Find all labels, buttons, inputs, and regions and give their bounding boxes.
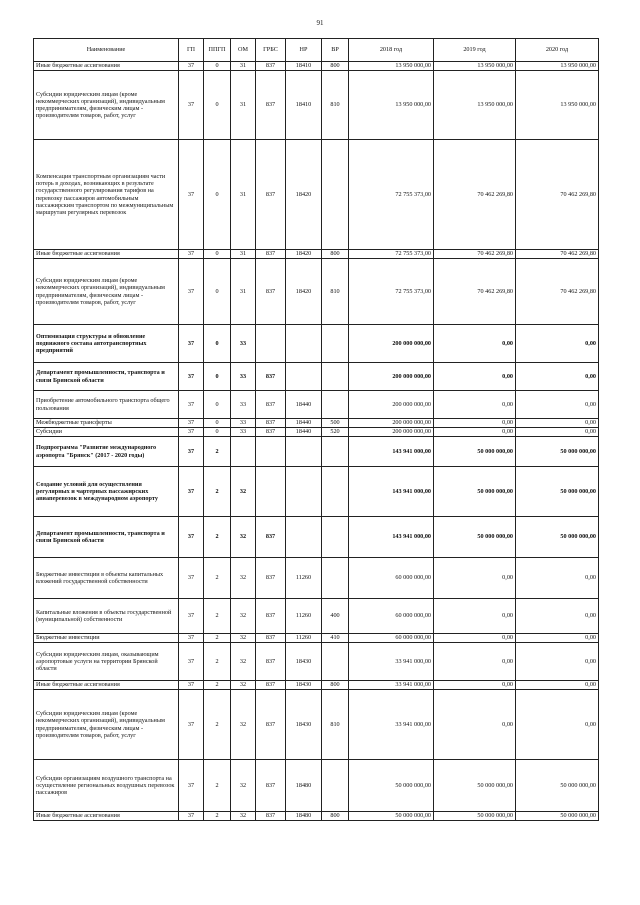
table-cell: 0,00 <box>434 690 516 760</box>
table-cell: 37 <box>179 391 204 419</box>
table-cell: 72 755 373,00 <box>349 140 434 250</box>
table-cell: Субсидии организациям воздушного транспорта на осуществление региональных воздушных перевозок пассажиров <box>34 760 179 812</box>
table-cell: 18430 <box>286 681 322 690</box>
table-row <box>34 467 599 517</box>
table-cell: 32 <box>231 467 256 517</box>
table-cell: 500 <box>322 419 349 428</box>
table-cell: 837 <box>256 62 286 71</box>
table-cell <box>322 517 349 558</box>
table-cell: 520 <box>322 428 349 437</box>
table-cell: 31 <box>231 71 256 140</box>
table-cell: 13 950 000,00 <box>349 71 434 140</box>
table-cell: 37 <box>179 558 204 599</box>
table-row <box>34 62 599 71</box>
table-cell: 70 462 269,80 <box>516 140 599 250</box>
column-header: 2019 год <box>434 39 516 62</box>
table-cell <box>322 643 349 681</box>
table-cell: 50 000 000,00 <box>516 437 599 467</box>
table-cell: Межбюджетные трансферты <box>34 419 179 428</box>
table-cell: 2 <box>204 437 231 467</box>
table-cell: 0 <box>204 325 231 363</box>
table-cell: 2 <box>204 467 231 517</box>
table-cell: 837 <box>256 643 286 681</box>
table-cell: 410 <box>322 634 349 643</box>
table-cell: 13 950 000,00 <box>516 71 599 140</box>
table-cell: Департамент промышленности, транспорта и связи Брянской области <box>34 363 179 391</box>
table-cell: 837 <box>256 812 286 821</box>
table-cell: 13 950 000,00 <box>434 62 516 71</box>
table-cell: 2 <box>204 517 231 558</box>
table-cell: 143 941 000,00 <box>349 517 434 558</box>
table-cell: 0 <box>204 363 231 391</box>
table-cell: 37 <box>179 643 204 681</box>
table-cell: 0,00 <box>516 599 599 634</box>
table-row <box>34 634 599 643</box>
table-cell <box>256 325 286 363</box>
table-cell <box>322 437 349 467</box>
table-cell: 0,00 <box>434 599 516 634</box>
table-row <box>34 760 599 812</box>
table-cell: 0,00 <box>516 690 599 760</box>
table-cell: 33 <box>231 428 256 437</box>
table-cell: 18420 <box>286 259 322 325</box>
table-cell: Субсидии юридическим лицам (кроме некоммерческих организаций), индивидуальным предпринимателям, физическим лицам - производителям товаров, работ, услуг <box>34 71 179 140</box>
table-cell: 837 <box>256 517 286 558</box>
table-cell: 837 <box>256 681 286 690</box>
table-cell: 837 <box>256 71 286 140</box>
table-cell: 13 950 000,00 <box>349 62 434 71</box>
table-cell: 0,00 <box>516 558 599 599</box>
table-cell: 37 <box>179 140 204 250</box>
table-cell: 37 <box>179 634 204 643</box>
table-cell: 18440 <box>286 428 322 437</box>
table-cell: 37 <box>179 428 204 437</box>
table-cell: 0,00 <box>434 558 516 599</box>
table-cell: 800 <box>322 812 349 821</box>
table-cell: 32 <box>231 760 256 812</box>
table-cell: 0,00 <box>434 634 516 643</box>
table-cell: 0,00 <box>434 363 516 391</box>
column-header: ГРБС <box>256 39 286 62</box>
table-cell <box>286 363 322 391</box>
table-cell: 32 <box>231 634 256 643</box>
table-cell <box>286 437 322 467</box>
column-header: 2020 год <box>516 39 599 62</box>
table-cell <box>231 437 256 467</box>
table-cell: Иные бюджетные ассигнования <box>34 250 179 259</box>
table-cell: Субсидии юридическим лицам (кроме некоммерческих организаций), индивидуальным предпринимателям, физическим лицам - производителям товаров, работ, услуг <box>34 259 179 325</box>
table-cell: 200 000 000,00 <box>349 325 434 363</box>
table-cell: 0,00 <box>516 643 599 681</box>
table-cell: 37 <box>179 812 204 821</box>
table-cell: 70 462 269,80 <box>434 259 516 325</box>
table-cell: 72 755 373,00 <box>349 250 434 259</box>
table-cell <box>286 325 322 363</box>
table-cell: 60 000 000,00 <box>349 558 434 599</box>
table-cell: 0 <box>204 419 231 428</box>
table-cell: Капитальные вложения в объекты государственной (муниципальной) собственности <box>34 599 179 634</box>
table-cell: 0 <box>204 391 231 419</box>
table-cell: 37 <box>179 363 204 391</box>
column-header: 2018 год <box>349 39 434 62</box>
table-cell: 70 462 269,80 <box>516 259 599 325</box>
table-cell: 837 <box>256 419 286 428</box>
table-cell: 18480 <box>286 812 322 821</box>
table-cell: 50 000 000,00 <box>434 517 516 558</box>
table-cell: Оптимизация структуры и обновление подвижного состава автотранспортных предприятий <box>34 325 179 363</box>
table-cell: 50 000 000,00 <box>434 467 516 517</box>
table-cell: 837 <box>256 391 286 419</box>
table-cell: 2 <box>204 634 231 643</box>
table-cell: 810 <box>322 690 349 760</box>
table-cell: 13 950 000,00 <box>516 62 599 71</box>
column-header: ВР <box>322 39 349 62</box>
table-cell: 37 <box>179 681 204 690</box>
table-cell: 0,00 <box>434 391 516 419</box>
table-cell: 0,00 <box>516 634 599 643</box>
table-cell: 11260 <box>286 599 322 634</box>
table-cell: Субсидии юридическим лицам (кроме некоммерческих организаций), индивидуальным предпринимателям, физическим лицам - производителям товаров, работ, услуг <box>34 690 179 760</box>
table-cell: 32 <box>231 690 256 760</box>
table-cell: 400 <box>322 599 349 634</box>
table-row <box>34 250 599 259</box>
table-cell: 32 <box>231 517 256 558</box>
table-cell: 2 <box>204 681 231 690</box>
table-cell: 0,00 <box>434 428 516 437</box>
table-cell: 837 <box>256 634 286 643</box>
table-cell: 2 <box>204 558 231 599</box>
table-cell: 31 <box>231 140 256 250</box>
table-cell: 0,00 <box>516 325 599 363</box>
table-cell: 0,00 <box>516 428 599 437</box>
table-cell: 800 <box>322 250 349 259</box>
table-cell: 2 <box>204 643 231 681</box>
table-cell: 37 <box>179 419 204 428</box>
table-cell: 33 941 000,00 <box>349 681 434 690</box>
table-cell: Департамент промышленности, транспорта и связи Брянской области <box>34 517 179 558</box>
column-header: ОМ <box>231 39 256 62</box>
table-cell: 37 <box>179 599 204 634</box>
table-cell: Компенсация транспортным организациям части потерь в доходах, возникающих в результате государственного регулирования тарифов на перевозку пассажиров автомобильным пассажирским транспортом по межмуниципальным маршрутам регулярных перевозок <box>34 140 179 250</box>
column-header: ГП <box>179 39 204 62</box>
table-cell: 18440 <box>286 391 322 419</box>
table-cell: Иные бюджетные ассигнования <box>34 812 179 821</box>
table-cell: 2 <box>204 599 231 634</box>
table-cell: 33 941 000,00 <box>349 690 434 760</box>
table-row <box>34 140 599 250</box>
table-cell <box>322 391 349 419</box>
table-cell: 837 <box>256 599 286 634</box>
table-cell <box>322 467 349 517</box>
table-cell: Создание условий для осуществления регулярных и чартерных пассажирских авиаперевозок в международном аэропорту <box>34 467 179 517</box>
table-cell: Приобретение автомобильного транспорта общего пользования <box>34 391 179 419</box>
table-cell: 33 941 000,00 <box>349 643 434 681</box>
table-cell <box>286 517 322 558</box>
page-number: 91 <box>316 19 324 27</box>
table-cell: 60 000 000,00 <box>349 634 434 643</box>
table-cell: 60 000 000,00 <box>349 599 434 634</box>
table-cell: 11260 <box>286 634 322 643</box>
table-cell: 37 <box>179 437 204 467</box>
table-cell: 31 <box>231 259 256 325</box>
table-cell: 50 000 000,00 <box>349 812 434 821</box>
table-cell: 18410 <box>286 71 322 140</box>
table-cell: 800 <box>322 62 349 71</box>
table-cell <box>256 437 286 467</box>
table-cell: 37 <box>179 71 204 140</box>
table-row <box>34 419 599 428</box>
table-cell: 810 <box>322 259 349 325</box>
table-cell <box>322 140 349 250</box>
table-cell: 0,00 <box>434 681 516 690</box>
table-cell: 50 000 000,00 <box>516 467 599 517</box>
table-cell: 37 <box>179 760 204 812</box>
table-cell: Субсидии <box>34 428 179 437</box>
table-cell: 18440 <box>286 419 322 428</box>
table-cell: 50 000 000,00 <box>434 812 516 821</box>
table-cell: 31 <box>231 250 256 259</box>
table-cell: 837 <box>256 690 286 760</box>
table-cell: 37 <box>179 250 204 259</box>
table-row <box>34 363 599 391</box>
table-cell: 13 950 000,00 <box>434 71 516 140</box>
table-cell: 0,00 <box>516 363 599 391</box>
table-row <box>34 325 599 363</box>
table-cell: 200 000 000,00 <box>349 428 434 437</box>
table-row <box>34 558 599 599</box>
table-cell: 0 <box>204 62 231 71</box>
table-row <box>34 599 599 634</box>
table-cell: 0 <box>204 259 231 325</box>
table-row <box>34 437 599 467</box>
table-cell <box>256 467 286 517</box>
table-row <box>34 428 599 437</box>
table-row <box>34 681 599 690</box>
column-header: Наименование <box>34 39 179 62</box>
table-cell: 2 <box>204 760 231 812</box>
table-row <box>34 812 599 821</box>
table-cell: 0 <box>204 250 231 259</box>
table-cell: Иные бюджетные ассигнования <box>34 62 179 71</box>
table-cell: 37 <box>179 517 204 558</box>
table-cell: 0 <box>204 71 231 140</box>
table-cell: 33 <box>231 363 256 391</box>
table-row <box>34 391 599 419</box>
table-cell: 18480 <box>286 760 322 812</box>
table-cell: 70 462 269,80 <box>516 250 599 259</box>
table-cell <box>322 363 349 391</box>
table-cell: 837 <box>256 259 286 325</box>
table-cell: 0,00 <box>516 391 599 419</box>
table-cell: 50 000 000,00 <box>349 760 434 812</box>
table-cell: 32 <box>231 681 256 690</box>
table-cell: 837 <box>256 140 286 250</box>
table-cell: 18430 <box>286 643 322 681</box>
table-cell: 33 <box>231 419 256 428</box>
table-cell: 837 <box>256 363 286 391</box>
table-cell: Иные бюджетные ассигнования <box>34 681 179 690</box>
table-row <box>34 517 599 558</box>
table-cell <box>322 325 349 363</box>
table-cell: 50 000 000,00 <box>516 517 599 558</box>
column-header: НР <box>286 39 322 62</box>
table-cell: 810 <box>322 71 349 140</box>
table-cell: 143 941 000,00 <box>349 467 434 517</box>
table-cell <box>286 467 322 517</box>
table-cell: Бюджетные инвестиции <box>34 634 179 643</box>
table-cell: 200 000 000,00 <box>349 419 434 428</box>
table-cell: Бюджетные инвестиции в объекты капитальных вложений государственной собственности <box>34 558 179 599</box>
table-cell: 37 <box>179 259 204 325</box>
table-header-row <box>34 39 599 62</box>
table-cell: 70 462 269,80 <box>434 250 516 259</box>
table-cell: 37 <box>179 62 204 71</box>
table-cell: 0 <box>204 428 231 437</box>
table-cell: 50 000 000,00 <box>516 760 599 812</box>
budget-table <box>33 38 599 821</box>
table-cell: 0 <box>204 140 231 250</box>
table-cell: 837 <box>256 250 286 259</box>
table-cell: Подпрограмма "Развитие международного аэропорта "Брянск" (2017 - 2020 годы) <box>34 437 179 467</box>
table-row <box>34 259 599 325</box>
table-cell: 72 755 373,00 <box>349 259 434 325</box>
table-cell: 18420 <box>286 250 322 259</box>
table-cell: 50 000 000,00 <box>434 760 516 812</box>
table-cell: 200 000 000,00 <box>349 391 434 419</box>
table-cell: 33 <box>231 391 256 419</box>
table-cell: 33 <box>231 325 256 363</box>
table-cell: 0,00 <box>516 681 599 690</box>
table-cell: 2 <box>204 812 231 821</box>
table-cell: 2 <box>204 690 231 760</box>
table-cell <box>322 558 349 599</box>
table-cell: 32 <box>231 599 256 634</box>
table-cell: 200 000 000,00 <box>349 363 434 391</box>
table-cell: 800 <box>322 681 349 690</box>
table-cell: 37 <box>179 467 204 517</box>
table-cell: 143 941 000,00 <box>349 437 434 467</box>
table-cell: 70 462 269,80 <box>434 140 516 250</box>
table-cell: 31 <box>231 62 256 71</box>
table-cell: 18420 <box>286 140 322 250</box>
table-cell: 37 <box>179 690 204 760</box>
table-cell: 0,00 <box>516 419 599 428</box>
table-cell: 0,00 <box>434 419 516 428</box>
table-cell: 837 <box>256 558 286 599</box>
table-cell: 11260 <box>286 558 322 599</box>
table-cell: 37 <box>179 325 204 363</box>
table-row <box>34 71 599 140</box>
table-cell: 32 <box>231 643 256 681</box>
table-cell: 837 <box>256 760 286 812</box>
table-cell <box>322 760 349 812</box>
table-cell: 50 000 000,00 <box>516 812 599 821</box>
table-cell: Субсидии юридическим лицам, оказывающим аэропортовые услуги на территории Брянской области <box>34 643 179 681</box>
table-row <box>34 690 599 760</box>
table-cell: 0,00 <box>434 643 516 681</box>
table-cell: 18430 <box>286 690 322 760</box>
column-header: ППГП <box>204 39 231 62</box>
table-cell: 32 <box>231 812 256 821</box>
table-row <box>34 643 599 681</box>
table-cell: 0,00 <box>434 325 516 363</box>
table-cell: 837 <box>256 428 286 437</box>
table-cell: 50 000 000,00 <box>434 437 516 467</box>
table-cell: 32 <box>231 558 256 599</box>
table-cell: 18410 <box>286 62 322 71</box>
